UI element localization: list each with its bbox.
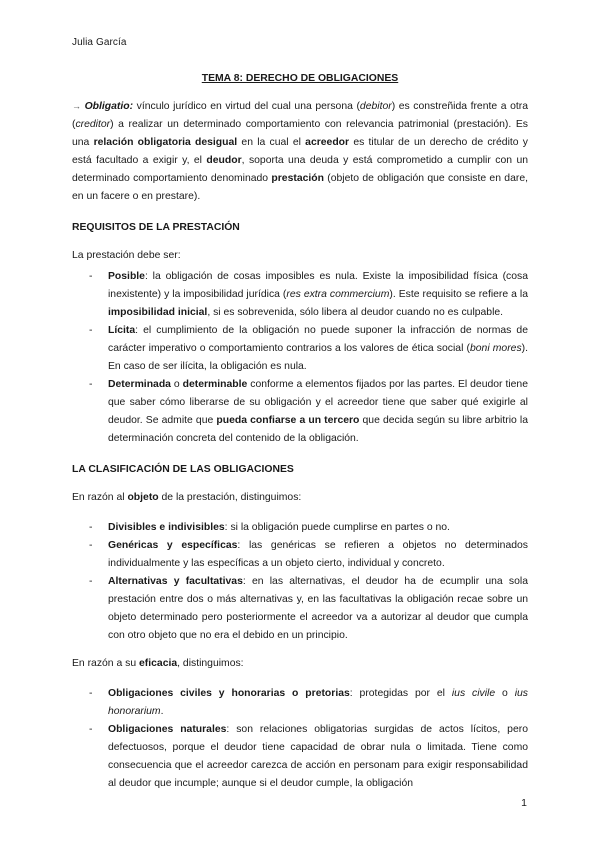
- list-item-naturales: - Obligaciones naturales: son relaciones obligatorias surgidas de actos lícitos, pero defectuosos, porque el deudor tiene capacidad de obrar nula o limitada. Tiene como consecuencia que el acreedor carezca de acción en personam para exigir responsabilidad al deudor que incumple; aunque si el deudor cumple, la obligación: [72, 721, 528, 793]
- list-dash: -: [89, 325, 93, 336]
- list-item-licita: - Lícita: el cumplimiento de la obligación no puede suponer la infracción de normas de carácter imperativo o comportamiento contrarios a los valores de ética social (boni mores). En caso de ser ilícita, la obligación es nula.: [72, 322, 528, 376]
- arrow-icon: →: [72, 101, 81, 111]
- list-item-genericas: - Genéricas y específicas: las genéricas se refieren a objetos no determinados individualmente y las específicas a un objeto cierto, individual y concreto.: [72, 537, 528, 573]
- eficacia-list: [72, 685, 528, 793]
- list-dash: -: [89, 724, 93, 735]
- objeto-list: [72, 519, 528, 645]
- requisitos-intro: La prestación debe ser:: [72, 250, 181, 261]
- list-item-posible: - Posible: la obligación de cosas imposibles es nula. Existe la imposibilidad física (cosa inexistente) y la imposibilidad jurídica (res extra commercium). Este requisito se refiere a la imposibilidad inicial, si es sobrevenida, sólo libera al deudor cuando no es culpable.: [72, 268, 528, 322]
- list-dash: -: [89, 379, 93, 390]
- requisitos-list: [72, 268, 528, 448]
- list-dash: -: [89, 576, 93, 587]
- list-dash: -: [89, 271, 93, 282]
- eficacia-intro: En razón a su eficacia, distinguimos:: [72, 658, 244, 669]
- page-number: 1: [521, 797, 527, 809]
- list-dash: -: [89, 688, 93, 699]
- list-dash: -: [89, 540, 93, 551]
- list-item-divisibles: - Divisibles e indivisibles: si la obligación puede cumplirse en partes o no.: [72, 519, 528, 537]
- list-item-alternativas: - Alternativas y facultativas: en las alternativas, el deudor ha de ecumplir una sola prestación entre dos o más alternativas y, en las facultativas la obligación recae sobre un objeto determinado pero posteriormente el acreedor va a autorizar al deudor que cumpla con otro objeto que no era el debido en un principio.: [72, 573, 528, 645]
- list-item-civiles: - Obligaciones civiles y honorarias o pretorias: protegidas por el ius civile o ius honorarium.: [72, 685, 528, 721]
- document-body: [72, 70, 528, 793]
- list-item-determinada: - Determinada o determinable conforme a elementos fijados por las partes. El deudor tiene que saber cómo liberarse de su obligación y el acreedor tiene que saber qué exigirle al deudor. Se admite que pueda confiarse a un tercero que decida según su libre arbitrio la determinación concreta del contenido de la obligación.: [72, 376, 528, 448]
- term-obligatio: Obligatio:: [84, 101, 134, 112]
- list-dash: -: [89, 522, 93, 533]
- author-header: Julia García: [72, 37, 127, 48]
- document-title: TEMA 8: DERECHO DE OBLIGACIONES: [201, 73, 399, 84]
- section-heading-requisitos: REQUISITOS DE LA PRESTACIÓN: [72, 222, 240, 233]
- objeto-intro: En razón al objeto de la prestación, distinguimos:: [72, 492, 302, 503]
- definition-paragraph: → Obligatio: vínculo jurídico en virtud del cual una persona (debitor) es constreñida frente a otra (creditor) a realizar un determinado comportamiento con relevancia patrimonial (prestación). Es una relación obligatoria desigual en la cual el acreedor es titular de un derecho de crédito y está facultado a exigir y, el deudor, soporta una deuda y está comprometido a cumplir con un determinado comportamiento denominado prestación (objeto de obligación que consiste en dare, en un facere o en prestare).: [72, 101, 528, 202]
- section-heading-clasificacion: LA CLASIFICACIÓN DE LAS OBLIGACIONES: [72, 464, 294, 475]
